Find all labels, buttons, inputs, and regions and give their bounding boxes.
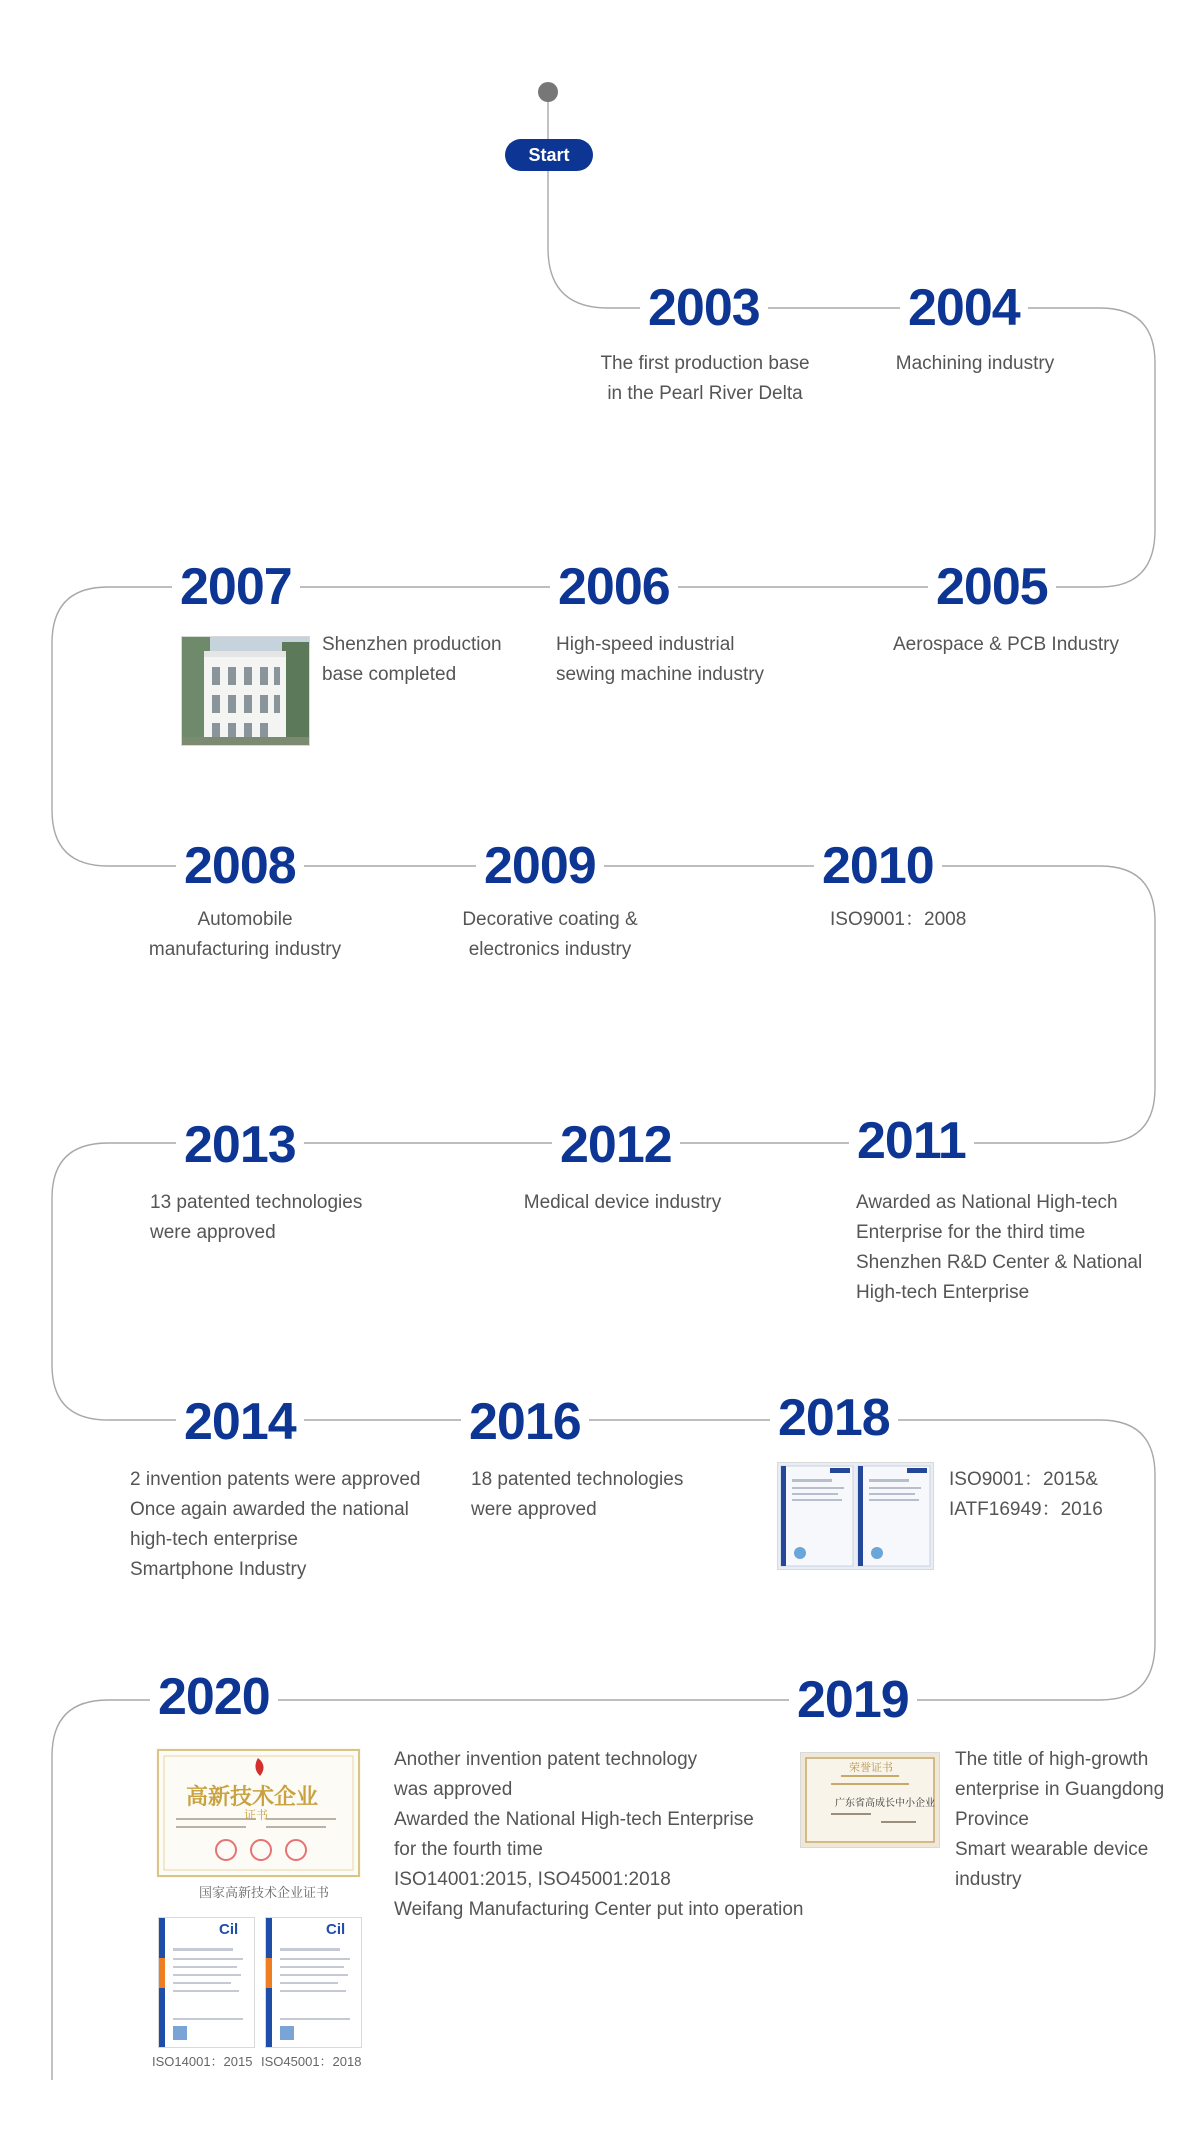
milestone-line: Automobile: [197, 909, 293, 930]
milestone-2016-text: [471, 1465, 683, 1525]
milestone-line: were approved: [471, 1499, 597, 1520]
milestone-line: ISO14001:2015, ISO45001:2018: [394, 1869, 671, 1890]
milestone-line: Shenzhen R&D Center & National: [856, 1252, 1143, 1273]
milestone-line: enterprise in Guangdong: [955, 1779, 1165, 1800]
milestone-line: were approved: [150, 1222, 276, 1243]
milestone-line: Aerospace & PCB Industry: [893, 634, 1119, 655]
guangdong-certificate-photo: [800, 1752, 940, 1848]
milestone-line: Decorative coating &: [462, 909, 638, 930]
milestone-line: Weifang Manufacturing Center put into operation: [394, 1899, 804, 1920]
year-2009: 2009: [476, 836, 604, 896]
certificate-pair-image: [778, 1463, 933, 1569]
year-2006: 2006: [550, 557, 678, 617]
milestone-line: Smartphone Industry: [130, 1559, 307, 1580]
milestone-2019-text: [955, 1745, 1164, 1895]
milestone-line: Another invention patent technology: [394, 1749, 698, 1770]
year-2008: 2008: [176, 836, 304, 896]
hightech-enterprise-certificate-photo: [156, 1748, 361, 1878]
milestone-2006-text: [556, 630, 764, 690]
milestone-line: sewing machine industry: [556, 664, 765, 685]
year-2016: 2016: [461, 1392, 589, 1452]
milestone-2013-text: [150, 1188, 362, 1248]
year-2004: 2004: [900, 278, 1028, 338]
milestone-line: Once again awarded the national: [130, 1499, 409, 1520]
milestone-line: manufacturing industry: [148, 939, 342, 960]
milestone-line: Awarded the National High-tech Enterprise: [394, 1809, 754, 1830]
iso45001-certificate-photo: [265, 1917, 362, 2048]
milestone-line: The first production base: [600, 353, 810, 374]
year-2012: 2012: [552, 1115, 680, 1175]
milestone-line: for the fourth time: [394, 1839, 543, 1860]
timeline-start-dot: [538, 82, 558, 102]
milestone-line: electronics industry: [468, 939, 632, 960]
iso45001-certificate-image: [266, 1918, 361, 2047]
milestone-line: was approved: [394, 1779, 513, 1800]
guangdong-cert-title: 荣誉证书: [849, 1762, 893, 1774]
milestone-line: Machining industry: [895, 353, 1055, 374]
milestone-line: 13 patented technologies: [150, 1192, 363, 1213]
milestone-line: base completed: [322, 664, 457, 685]
building-image: [182, 637, 309, 745]
year-2013: 2013: [176, 1115, 304, 1175]
milestone-line: 18 patented technologies: [471, 1469, 684, 1490]
guangdong-cert-text: 广东省高成长中小企业: [835, 1798, 935, 1809]
milestone-2005-text: [893, 630, 1119, 660]
year-2020: 2020: [150, 1667, 278, 1727]
year-2007: 2007: [172, 557, 300, 617]
milestone-2012-text: [500, 1188, 745, 1218]
shenzhen-base-photo: [181, 636, 310, 746]
iso14001-certificate-photo: [158, 1917, 255, 2048]
milestone-line: industry: [955, 1869, 1022, 1890]
milestone-line: high-tech enterprise: [130, 1529, 298, 1550]
iso14001-caption: ISO14001：2015: [152, 2054, 253, 2069]
milestone-2003-text: [575, 349, 835, 409]
milestone-2011-text: [856, 1188, 1142, 1308]
milestone-line: IATF16949：2016: [949, 1499, 1103, 1520]
milestone-2009-text: [430, 905, 670, 965]
milestone-2008-text: [125, 905, 365, 965]
hightech-cert-sub: 证书: [244, 1808, 269, 1822]
hightech-cert-title: 高新技术企业: [186, 1784, 319, 1809]
hightech-certificate-caption: 国家高新技术企业证书: [199, 1885, 330, 1900]
start-badge: Start: [505, 139, 593, 171]
milestone-line: High-speed industrial: [556, 634, 735, 655]
milestone-line: Smart wearable device: [955, 1839, 1149, 1860]
year-2003: 2003: [640, 278, 768, 338]
milestone-2007-text: [322, 630, 502, 690]
iso45001-caption: ISO45001：2018: [261, 2054, 362, 2069]
milestone-2018-text: [949, 1465, 1103, 1525]
milestone-2010-text: [830, 905, 966, 935]
milestone-line: ISO9001：2008: [830, 909, 967, 930]
year-2019: 2019: [789, 1670, 917, 1730]
year-2010: 2010: [814, 836, 942, 896]
cqc-logo-1: Cil: [219, 1921, 239, 1938]
year-2005: 2005: [928, 557, 1056, 617]
milestone-2020-text: [394, 1745, 803, 1925]
milestone-line: ISO9001：2015&: [949, 1469, 1098, 1490]
year-2011: 2011: [849, 1111, 974, 1171]
milestone-line: The title of high-growth: [955, 1749, 1149, 1770]
milestone-line: in the Pearl River Delta: [607, 383, 803, 404]
iso14001-certificate-image: [159, 1918, 254, 2047]
milestone-line: 2 invention patents were approved: [130, 1469, 421, 1490]
milestone-2014-text: [130, 1465, 420, 1585]
cqc-logo-2: Cil: [326, 1921, 346, 1938]
milestone-line: Shenzhen production: [322, 634, 502, 655]
year-2018: 2018: [770, 1388, 898, 1448]
milestone-line: Enterprise for the third time: [856, 1222, 1086, 1243]
milestone-line: Province: [955, 1809, 1029, 1830]
year-2014: 2014: [176, 1392, 304, 1452]
milestone-2004-text: [850, 349, 1100, 379]
milestone-line: Awarded as National High-tech: [856, 1192, 1118, 1213]
milestone-line: High-tech Enterprise: [856, 1282, 1030, 1303]
iso9001-iatf-certificates-photo: [777, 1462, 934, 1570]
milestone-line: Medical device industry: [523, 1192, 722, 1213]
